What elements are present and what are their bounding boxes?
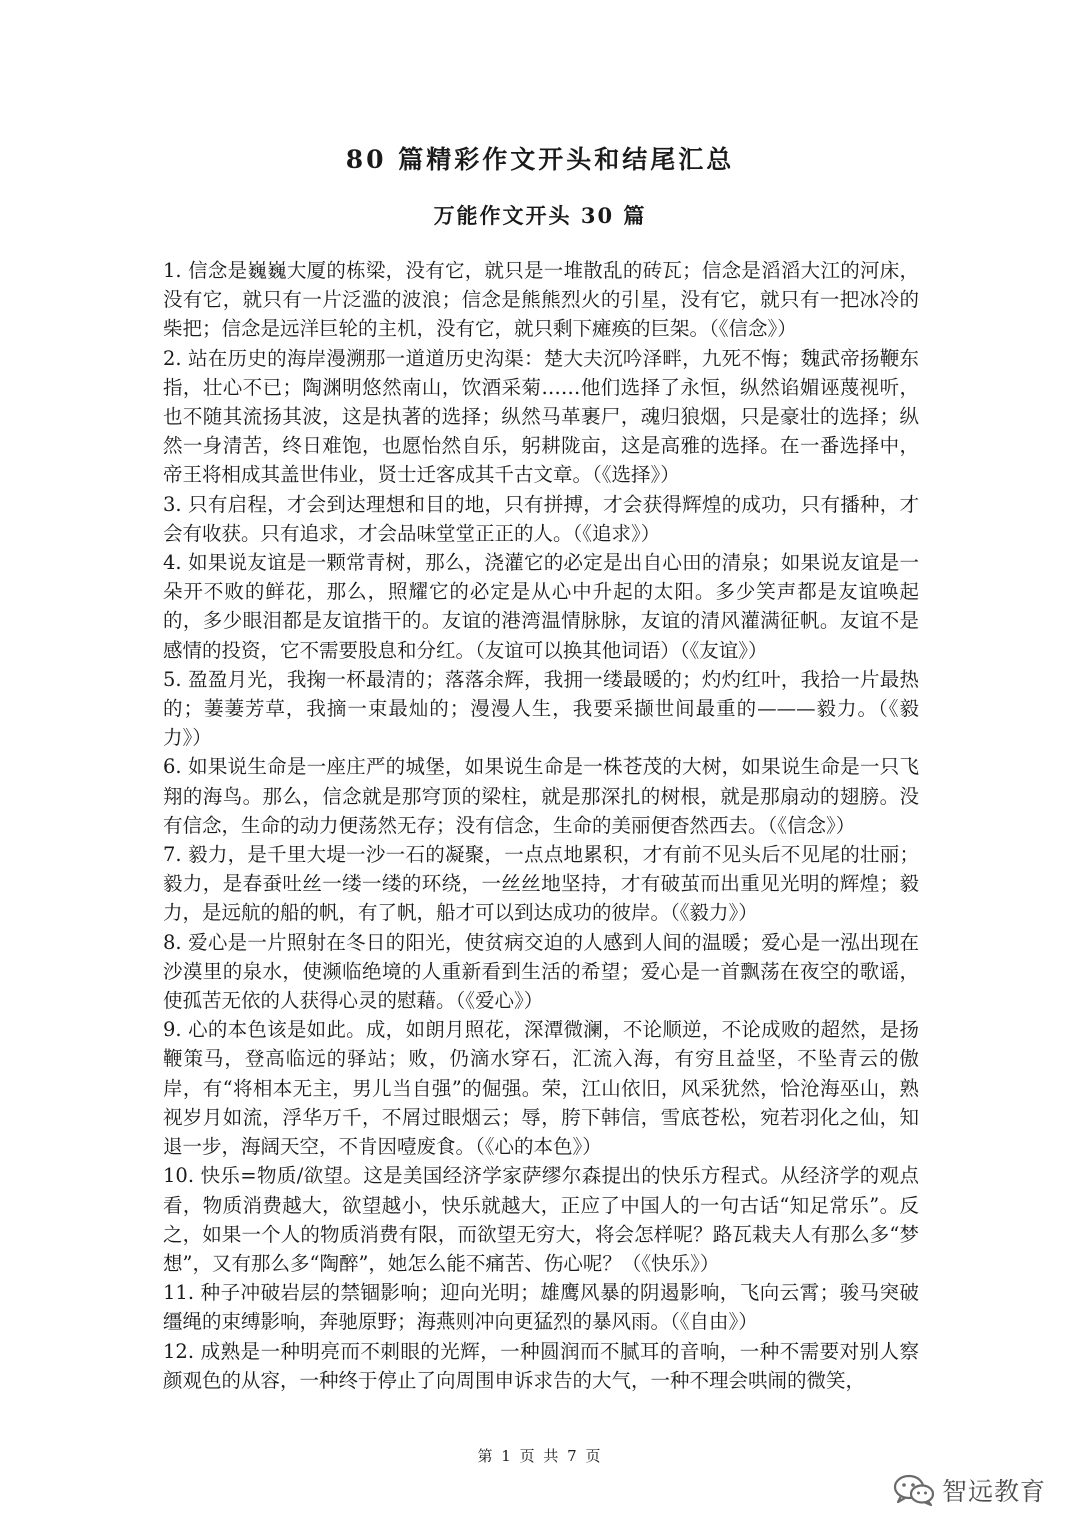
paragraph-2: 2. 站在历史的海岸漫溯那一道道历史沟渠：楚大夫沉吟泽畔，九死不悔；魏武帝扬鞭东指，壮心不已；陶渊明悠然南山，饮酒采菊……他们选择了永恒，纵然谄媚诬蔑视听，也不随其流扬其波，这是执著的选择；纵然马革裹尸，魂归狼烟，只是豪壮的选择；纵然一身清苦，终日难饱，也愿怡然自乐，躬耕陇亩，这是高雅的选择。在一番选择中，帝王将相成其盖世伟业，贤士迁客成其千古文章。（《选择》） xyxy=(163,346,919,487)
paragraph-7: 7. 毅力，是千里大堤一沙一石的凝聚，一点点地累积，才有前不见头后不见尾的壮丽；毅力，是春蚕吐丝一缕一缕的环绕，一丝丝地坚持，才有破茧而出重见光明的辉煌；毅力，是远航的船的帆，有了帆，船才可以到达成功的彼岸。（《毅力》） xyxy=(163,843,919,925)
document-title: 80 篇精彩作文开头和结尾汇总 xyxy=(345,145,735,174)
paragraph-3: 3. 只有启程，才会到达理想和目的地，只有拼搏，才会获得辉煌的成功，只有播种，才会有收获。只有追求，才会品味堂堂正正的人。（《追求》） xyxy=(163,492,919,545)
page-number: 第 1 页 共 7 页 xyxy=(477,1447,603,1465)
paragraph-1: 1. 信念是巍巍大厦的栋梁，没有它，就只是一堆散乱的砖瓦；信念是滔滔大江的河床，没有它，就只有一片泛滥的波浪；信念是熊熊烈火的引星，没有它，就只有一把冰冷的柴把；信念是远洋巨轮的主机，没有它，就只剩下瘫痪的巨架。（《信念》） xyxy=(163,259,919,341)
paragraph-10: 10. 快乐=物质/欲望。这是美国经济学家萨缪尔森提出的快乐方程式。从经济学的观点看，物质消费越大，欲望越小，快乐就越大，正应了中国人的一句古话“知足常乐”。反之，如果一个人的物质消费有限，而欲望无穷大，将会怎样呢？路瓦栽夫人有那么多“梦想”，又有那么多“陶醉”，她怎么能不痛苦、伤心呢？（《快乐》） xyxy=(163,1164,919,1275)
section-subtitle: 万能作文开头 30 篇 xyxy=(433,203,647,228)
paragraph-9: 9. 心的本色该是如此。成，如朗月照花，深潭微澜，不论顺逆，不论成败的超然，是扬鞭策马，登高临远的驿站；败，仍滴水穿石，汇流入海，有穷且益坚，不坠青云的傲岸，有“将相本无主，男儿当自强”的倔强。荣，江山依旧，风采犹然，恰沧海巫山，熟视岁月如流，浮华万千，不屑过眼烟云；辱，胯下韩信，雪底苍松，宛若羽化之仙，知退一步，海阔天空，不肯因噎废食。（《心的本色》） xyxy=(163,1018,919,1159)
paragraph-12: 12. 成熟是一种明亮而不刺眼的光辉，一种圆润而不腻耳的音响，一种不需要对别人察颜观色的从容，一种终于停止了向周围申诉求告的大气，一种不理会哄闹的微笑， xyxy=(163,1339,919,1392)
watermark-text: 智远教育 xyxy=(941,1477,1046,1506)
paragraph-8: 8. 爱心是一片照射在冬日的阳光，使贫病交迫的人感到人间的温暖；爱心是一泓出现在沙漠里的泉水，使濒临绝境的人重新看到生活的希望；爱心是一首飘荡在夜空的歌谣，使孤苦无依的人获得心灵的慰藉。（《爱心》） xyxy=(163,930,919,1013)
wechat-icon xyxy=(892,1473,936,1507)
paragraph-6: 6. 如果说生命是一座庄严的城堡，如果说生命是一株苍茂的大树，如果说生命是一只飞翔的海鸟。那么，信念就是那穹顶的梁柱，就是那深扎的树根，就是那扇动的翅膀。没有信念，生命的动力便荡然无存；没有信念，生命的美丽便杳然西去。（《信念》） xyxy=(163,755,919,837)
body-text xyxy=(163,256,919,1395)
paragraph-4: 4. 如果说友谊是一颗常青树，那么，浇灌它的必定是出自心田的清泉；如果说友谊是一朵开不败的鲜花，那么，照耀它的必定是从心中升起的太阳。多少笑声都是友谊唤起的，多少眼泪都是友谊揩干的。友谊的港湾温情脉脉，友谊的清风灌满征帆。友谊不是感情的投资，它不需要股息和分红。（友谊可以换其他词语）（《友谊》） xyxy=(163,551,919,662)
watermark xyxy=(892,1472,1046,1508)
paragraph-5: 5. 盈盈月光，我掬一杯最清的；落落余辉，我拥一缕最暖的；灼灼红叶，我拾一片最热的；萋萋芳草，我摘一束最灿的；漫漫人生，我要采撷世间最重的———毅力。（《毅力》） xyxy=(163,667,919,750)
paragraph-11: 11. 种子冲破岩层的禁锢影响；迎向光明；雄鹰风暴的阴遏影响，飞向云霄；骏马突破缰绳的束缚影响，奔驰原野；海燕则冲向更猛烈的暴风雨。（《自由》） xyxy=(163,1281,919,1334)
